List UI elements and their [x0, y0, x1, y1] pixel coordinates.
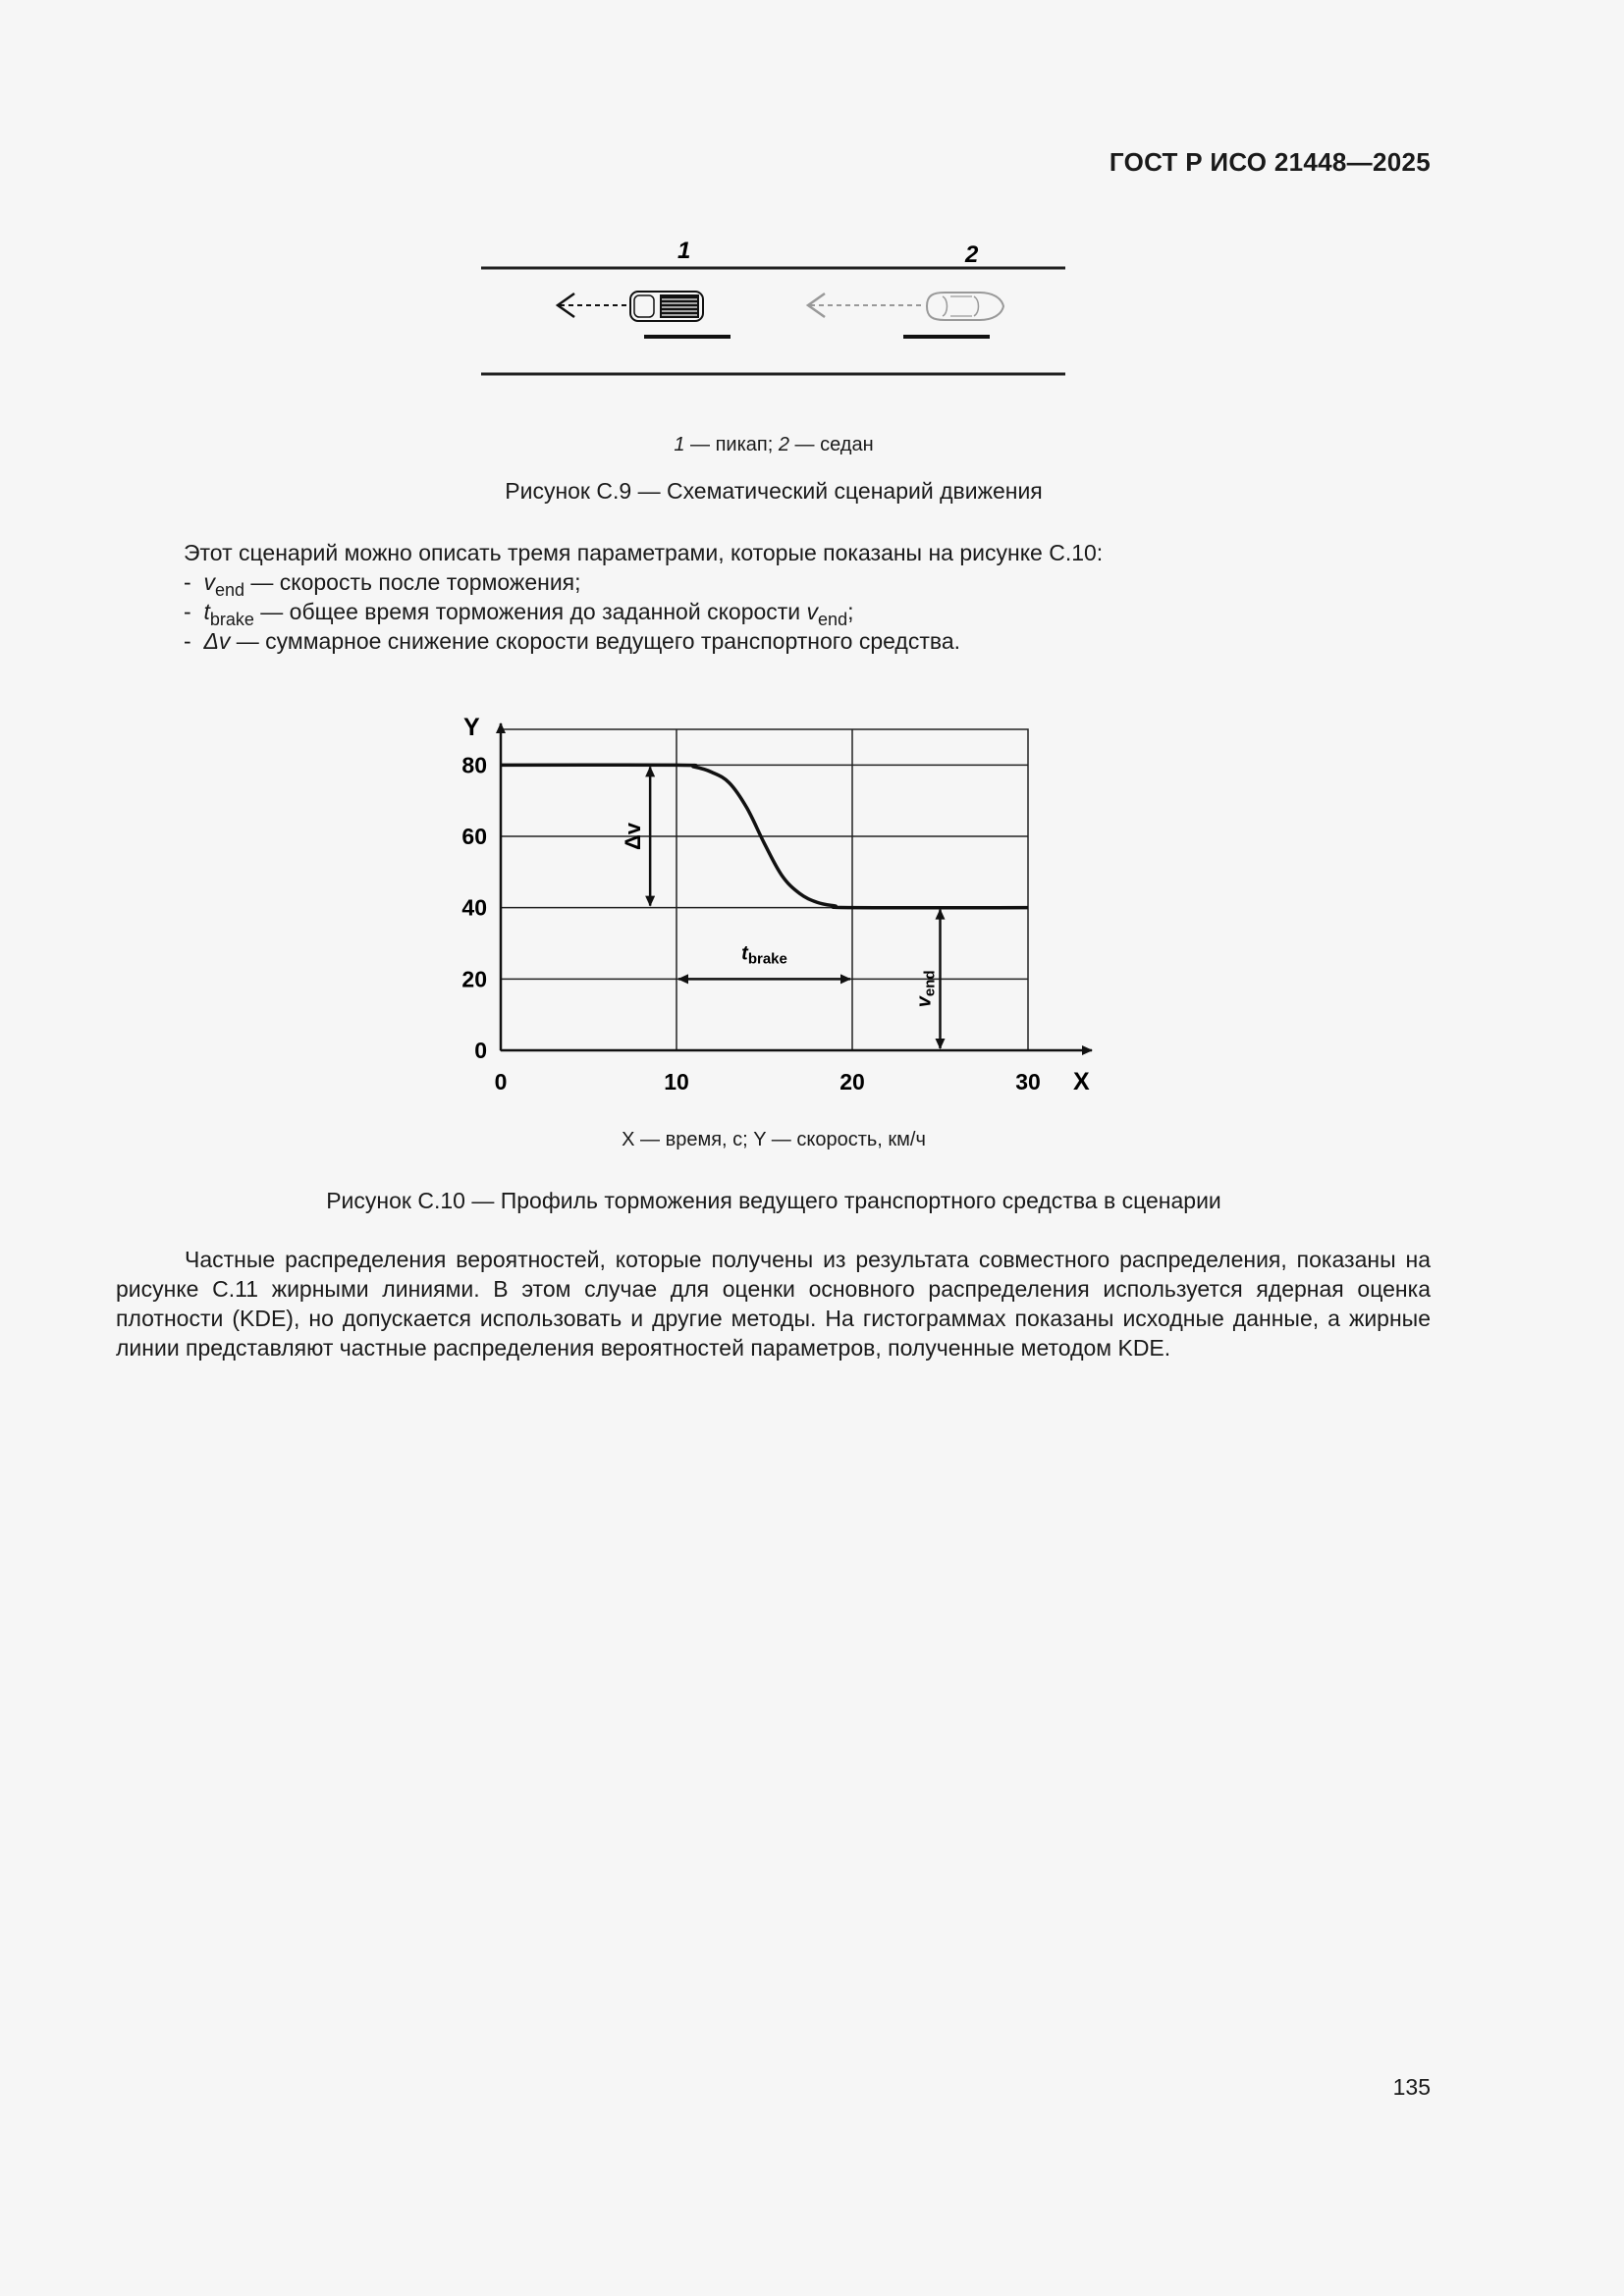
- t-brake-label: $t_{brake}$: [741, 942, 787, 968]
- paragraph-text: Частные распределения вероятностей, которые получены из результата совместного распределения, показаны на рисунке С.11 жирными линиями. В этом случае для оценки основного распределения используется ядерная оценка плотности (KDE), но допускается использовать и другие методы. На гистограммах показаны исходные данные, а жирные линии представляют частные распределения вероятностей параметров, полученные методом KDE.: [116, 1247, 1431, 1361]
- x-tick-label: 20: [839, 1069, 865, 1095]
- parameters-intro: Этот сценарий можно описать тремя параметрами, которые показаны на рисунке С.10:: [184, 540, 1104, 565]
- figure-c10-braking-chart: [422, 702, 1110, 1114]
- chart-grid: [501, 729, 1028, 1050]
- x-tick-label: 30: [1015, 1069, 1041, 1095]
- chart-ticks: [461, 752, 1040, 1095]
- document-header: ГОСТ Р ИСО 21448—2025: [1109, 147, 1431, 177]
- v-end-label: $v_{end}$: [913, 970, 939, 1008]
- x-axis-label: X: [1073, 1068, 1090, 1095]
- y-tick-label: 20: [461, 966, 487, 992]
- y-tick-label: 60: [461, 824, 487, 849]
- figure-c10-caption: Рисунок С.10 — Профиль торможения ведущего транспортного средства в сценарии: [326, 1188, 1221, 1213]
- parameters-block: [184, 538, 1103, 656]
- delta-v-label: Δv: [621, 822, 646, 851]
- legend-text-2: — седан: [788, 434, 874, 455]
- pickup-truck-icon: [630, 292, 703, 321]
- legend-text-1: — пикап;: [684, 434, 779, 455]
- list-item: - $t_{brake}$ — общее время торможения до заданной скорости $v_{end}$;: [184, 599, 854, 629]
- figure-c9-legend: [0, 434, 1547, 456]
- parameters-list: [184, 567, 1103, 656]
- grid-frame: [501, 729, 1028, 1050]
- sedan-direction-arrow-icon: [808, 294, 923, 317]
- figure-c9-road-scheme: [471, 231, 1080, 388]
- sedan-car-icon: [927, 293, 1003, 320]
- legend-num-2: 2: [778, 434, 789, 455]
- y-tick-label: 80: [461, 752, 487, 778]
- vehicle-label-1: 1: [677, 238, 691, 264]
- x-tick-label: 0: [494, 1069, 508, 1095]
- y-axis-label: Y: [463, 714, 480, 741]
- body-paragraph: [116, 1245, 1431, 1362]
- figure-c10-legend: X — время, с; Y — скорость, км/ч: [622, 1129, 926, 1150]
- x-tick-label: 10: [664, 1069, 689, 1095]
- y-tick-label: 40: [461, 894, 487, 921]
- list-item: - $v_{end}$ — скорость после торможения;: [184, 569, 581, 600]
- pickup-direction-arrow-icon: [558, 294, 630, 317]
- y-tick-label: 0: [474, 1038, 487, 1063]
- chart-axes: [463, 714, 1092, 1095]
- legend-num-1: 1: [674, 434, 685, 455]
- page-number: 135: [1392, 2074, 1431, 2100]
- figure-c9-caption: Рисунок С.9 — Схематический сценарий движения: [505, 478, 1043, 504]
- vehicle-label-2: 2: [965, 241, 979, 268]
- list-item: - Δv — суммарное снижение скорости ведущего транспортного средства.: [184, 628, 961, 654]
